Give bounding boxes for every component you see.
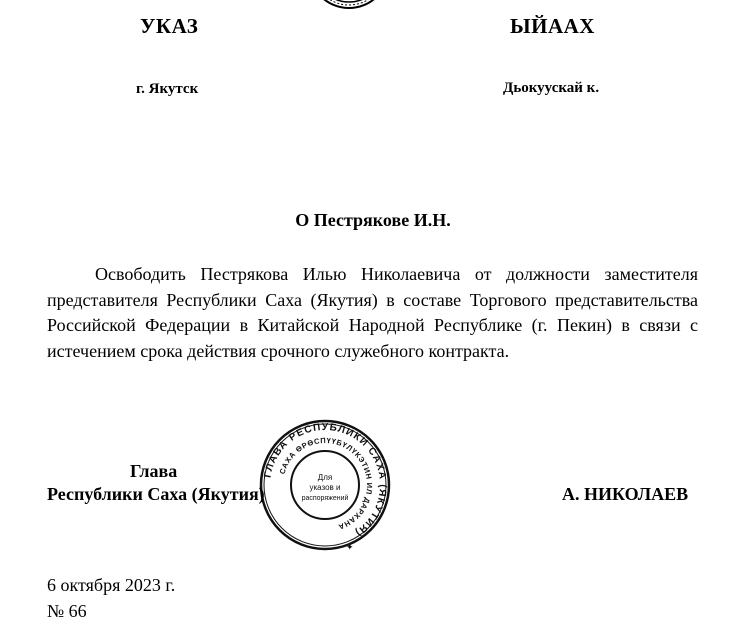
decree-number: № 66 xyxy=(47,601,87,621)
header-left-city: г. Якутск xyxy=(136,81,199,97)
header-right-title: ЫЙААХ xyxy=(510,14,595,38)
signature-name: А. НИКОЛАЕВ xyxy=(562,484,689,504)
decree-date: 6 октября 2023 г. xyxy=(47,575,176,595)
decree-body xyxy=(47,262,698,364)
stamp-center-line2: указов и xyxy=(309,483,341,492)
header-left-title: УКАЗ xyxy=(140,14,199,38)
official-stamp xyxy=(258,418,392,557)
top-seal-emblem xyxy=(306,0,392,17)
stamp-outer-ring-text: ГЛАВА РЕСПУБЛИКИ САХА (ЯКУТИЯ) xyxy=(262,421,389,539)
header-right-city: Дьокуускай к. xyxy=(503,80,600,96)
signature-position-line2: Республики Саха (Якутия) xyxy=(47,484,265,504)
decree-body-paragraph: Освободить Пестрякова Илью Николаевича от должности заместителя представителя Республики Саха (Якутия) в составе Торгового представительства Российской Федерации в Китайской Народной Республике (г. Пекин) в связи с истечением срока действия срочного служебного контракта. xyxy=(47,264,698,361)
signature-position-line1: Глава xyxy=(130,461,178,481)
stamp-inner-ring-text: САХА ӨРӨСПҮҮБҮЛҮКЭТИН ИЛ ДАРХАНА xyxy=(277,435,375,532)
stamp-star-icon: ✦ xyxy=(346,542,354,552)
stamp-center-line3: распоряжений xyxy=(301,495,349,502)
stamp-center-line1: Для xyxy=(317,473,333,482)
decree-title: О Пестрякове И.Н. xyxy=(295,210,451,230)
